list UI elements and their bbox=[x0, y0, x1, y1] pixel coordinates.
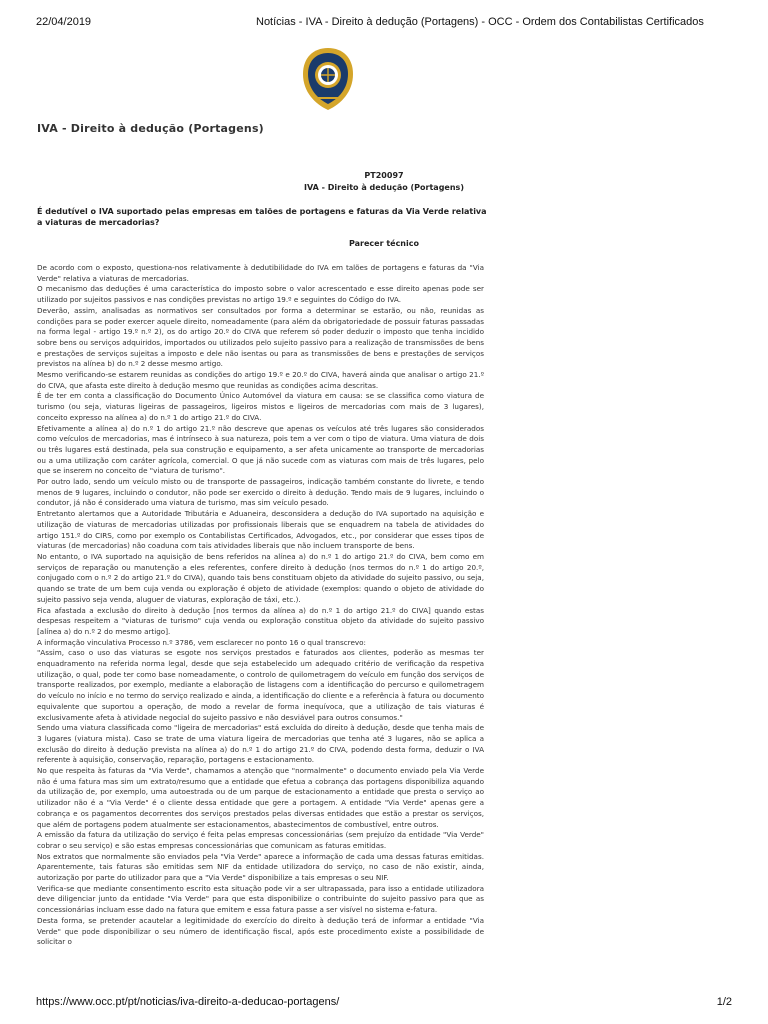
paragraph: Mesmo verificando-se estarem reunidas as condições do artigo 19.º e 20.º do CIVA, haverá ainda que analisar o artigo 21.º do CIVA, que afasta este direito à dedução mesmo que reunidas as condições acima descritas. bbox=[37, 370, 484, 390]
print-header bbox=[36, 16, 732, 32]
print-date: 22/04/2019 bbox=[36, 16, 92, 28]
page-number: 1/2 bbox=[716, 996, 732, 1008]
reference-number: PT20097 bbox=[364, 171, 404, 180]
print-footer bbox=[36, 996, 732, 1012]
article-question: É dedutível o IVA suportado pelas empresas em talões de portagens e faturas da Via Verde relativa a viaturas de mercadorias? bbox=[37, 207, 487, 227]
paragraph: Por outro lado, sendo um veículo misto ou de transporte de passageiros, indicação também constante do livrete, e tendo menos de 9 lugares, incluindo o condutor, não pode ser exercido o direito à dedução. Tendo mais de 9 lugares, incluindo o condutor, já não é considerado uma viatura de turismo, mas sim veículo pesado. bbox=[37, 477, 484, 508]
article-subtitle: IVA - Direito à dedução (Portagens) bbox=[304, 183, 464, 192]
article-body bbox=[37, 263, 484, 948]
paragraph: Sendo uma viatura classificada como "ligeira de mercadorias" está excluída do direito à dedução, desde que tenha mais de 3 lugares (viatura mista). Caso se trate de uma viatura ligeira de mercadorias que tenha até 3 lugares, não se aplica a exclusão do direito à dedução prevista na alínea a) do n.º 1 do artigo 21.º do CIVA, podendo desta forma, deduzir o IVA referente à aquisição, conservação, reparação, portagens e estacionamento. bbox=[37, 723, 484, 765]
page-title: IVA - Direito à dedução (Portagens) bbox=[37, 122, 264, 135]
paragraph: A informação vinculativa Processo n.º 3786, vem esclarecer no ponto 16 o qual transcrevo: bbox=[37, 637, 366, 647]
paragraph: A emissão da fatura da utilização do serviço é feita pelas empresas concessionárias (sem prejuízo da entidade "Via Verde" cobrar o seu serviço) e são estas empresas concessionárias que comunicam as faturas emitidas. bbox=[37, 830, 484, 850]
paragraph: Deverão, assim, analisadas as normativos ser consultados por forma a determinar se estarão, ou não, reunidas as condições para se poder exercer aquele direito, nomeadamente (para além da obrigatoriedade de possuir faturas passadas na forma legal - artigo 19.º n.º 2), os do artigo 20.º do CIVA que referem só poder deduzir o imposto que tenha incidido sobre bens ou serviços adquiridos, importados ou utilizados pelo sujeito passivo para a realização de transmissões de bens e prestações de serviços sujeitas a imposto e dele não isentas ou para as transmissões de bens e prestações de serviços previstos na alínea b) do n.º 2 desse mesmo artigo. bbox=[37, 305, 484, 369]
paragraph: Verifica-se que mediante consentimento escrito esta situação pode vir a ser ultrapassada, para isso a entidade utilizadora deve diligenciar junto da entidade "Via Verde" para que esta disponibilize o contribuinte do sujeito passivo para que as concessionárias incluam esse dado na fatura que emitem e essa fatura passe a ser visível no sistema e-fatura. bbox=[37, 883, 484, 915]
paragraph: O mecanismo das deduções é uma característica do imposto sobre o valor acrescentado e esse direito apenas pode ser utilizado por sujeitos passivos e nas condições previstas no artigo 19.º e seguintes do Código do IVA. bbox=[37, 284, 484, 305]
paragraph: No que respeita às faturas da "Via Verde", chamamos a atenção que "normalmente" o documento enviado pela Via Verde não é uma fatura mas sim um extrato/resumo que a entidade que efetua a cobrança das portagens disponibiliza aquando da utilização de, por exemplo, uma autoestrada ou de um parque de estacionamento a entidade que presta o serviço ao utilizador não é a "Via Verde" é o cliente dessa entidade que gere a portagem. A entidade "Via Verde" apenas gere a cobrança e os pagamentos decorrentes dos serviços prestados pelas diversas entidades que estão a prestar os serviços, que além de portagens podem atualmente ser estacionamentos, abastecimentos de combustível, entre outros. bbox=[37, 766, 484, 829]
paragraph: Efetivamente a alínea a) do n.º 1 do artigo 21.º não descreve que apenas os veículos até três lugares são considerados como veículos de mercadorias, mas é intrínseco à sua natureza, pois tem a ver com o tipo de viatura. Uma viatura de dois ou três lugares está destinada, pela sua construção e equipamento, a ser afeta unicamente ao transporte de mercadorias ou a uma utilização com caráter agrícola, comercial. O que já não sucede com as viaturas com mais de três lugares, pelo que se inserem no conceito de "viatura de turismo". bbox=[37, 423, 484, 476]
paragraph: Nos extratos que normalmente são enviados pela "Via Verde" aparece a informação de cada uma dessas faturas emitidas. Aparentemente, tais faturas são emitidas sem NIF da entidade utilizadora do serviço, no caso de não existir, ainda, autorização por parte do utilizador para que a "Via Verde" disponibilize a tais empresas o seu NIF. bbox=[37, 851, 484, 883]
paragraph: De acordo com o exposto, questiona-nos relativamente à dedutibilidade do IVA em talões de portagens e faturas da "Via Verde" relativa a viaturas de mercadorias. bbox=[37, 263, 484, 283]
print-page-title: Notícias - IVA - Direito à dedução (Portagens) - OCC - Ordem dos Contabilistas Certificados bbox=[256, 16, 704, 28]
occ-logo[interactable] bbox=[299, 46, 357, 112]
paragraph: Desta forma, se pretender acautelar a legitimidade do exercício do direito à dedução terá de informar a entidade "Via Verde" que pode disponibilizar o seu número de identificação fiscal, após este procedimento existe a possibilidade de solicitar o bbox=[37, 915, 484, 947]
paragraph: Fica afastada a exclusão do direito à dedução [nos termos da alínea a) do n.º 1 do artigo 21.º do CIVA] quando estas despesas respeitem a "viaturas de turismo" cuja venda ou exploração constitua objeto da atividade do sujeito passivo [alínea a) do n.º 2 do mesmo artigo]. bbox=[37, 605, 484, 636]
occ-seal-icon bbox=[299, 46, 357, 112]
paragraph: Entretanto alertamos que a Autoridade Tributária e Aduaneira, desconsidera a dedução do IVA suportado na aquisição e utilização de viaturas de mercadorias utilizadas por profissionais liberais que se enquadrem na tabela de atividades do artigo 151.º do CIRS, como por exemplo os Contabilistas Certificados, Advogados, etc., por considerar que esses tipos de viaturas (de mercadorias) não coaduna com tais atividades liberais que não incluem transporte de bens. bbox=[37, 509, 484, 551]
paragraph-quote: "Assim, caso o uso das viaturas se esgote nos serviços prestados e faturados aos clientes, poderão as mesmas ter enquadramento na referida norma legal, desde que seja estabelecido um adequado critério de verificação da respetiva utilização, o qual, pode ter como base nomeadamente, o controlo de quilometragem do veículo em função dos serviços de transporte realizados, por exemplo, mediante a elaboração de listagens com a identificação do percurso e quilometragem do veículo no início e no termo do serviço realizado e ainda, a identificação do cliente e a referência à fatura ou documento equivalente que suportou a operação, de modo a revelar de forma inequívoca, que a utilização de tais viaturas é exclusivamente afeta à atividade negocial do sujeito passivo e não desviável para outros consumos." bbox=[37, 648, 484, 722]
parecer-heading: Parecer técnico bbox=[349, 239, 419, 248]
page-url[interactable]: https://www.occ.pt/pt/noticias/iva-direito-a-deducao-portagens/ bbox=[36, 996, 340, 1008]
paragraph: É de ter em conta a classificação do Documento Único Automóvel da viatura em causa: se se classifica como viatura de turismo (ou seja, viaturas ligeiras de passageiros, ligeiros mistos e ligeiros de mercadorias com mais de 3 lugares), conceito expresso na alínea a) do n.º 1 do artigo 21.º do CIVA. bbox=[37, 391, 484, 422]
paragraph: No entanto, o IVA suportado na aquisição de bens referidos na alínea a) do n.º 1 do artigo 21.º do CIVA, bem como em serviços de reparação ou manutenção a eles referentes, confere direito à dedução (nos termos do n.º 1 do artigo 20.º, conjugado com o n.º 2 do artigo 21.º do CIVA), quando tais bens constituam objeto da atividade do sujeito passivo, ou seja, quando se trate de um bem cuja venda ou exploração é objeto de atividade (exemplos: quando o objeto de atividade do sujeito passivo seja venda, aluguer de viaturas, exploração de táxi, etc.). bbox=[37, 551, 484, 604]
